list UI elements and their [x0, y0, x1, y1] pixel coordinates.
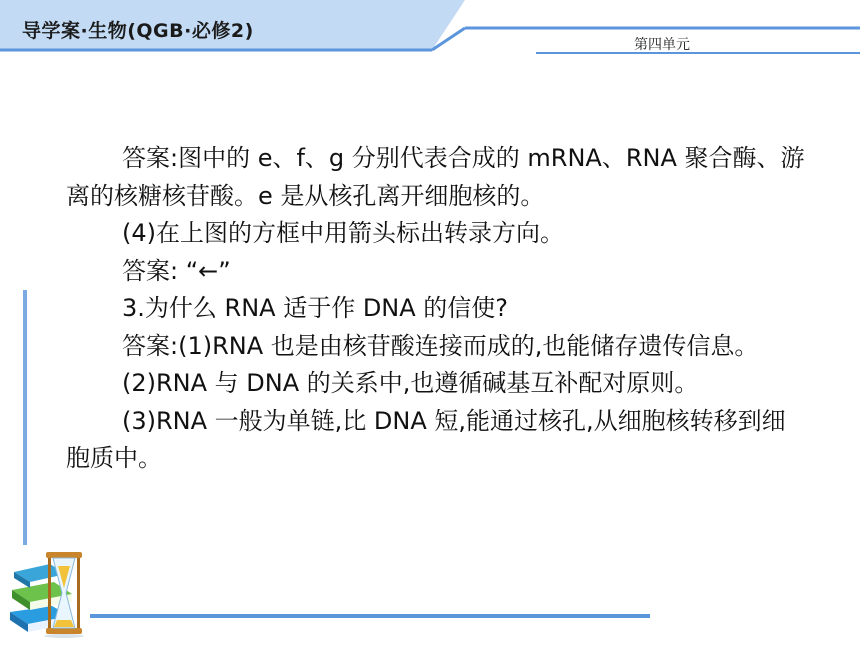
books-hourglass-icon [8, 550, 88, 638]
paragraph: (3)RNA 一般为单链,比 DNA 短,能通过核孔,从细胞核转移到细胞质中。 [66, 406, 786, 472]
unit-label: 第四单元 [634, 37, 690, 53]
bottom-horizontal-rule [90, 614, 650, 618]
page-title: 导学案·生物(QGB·必修2) [22, 20, 254, 42]
answer-text-block [66, 140, 806, 478]
paragraph: 答案:图中的 e、f、g 分别代表合成的 mRNA、RNA 聚合酶、游离的核糖核苷酸。e 是从核孔离开细胞核的。 [66, 144, 805, 210]
paragraph: 3.为什么 RNA 适于作 DNA 的信使? [122, 294, 509, 322]
paragraph: (4)在上图的方框中用箭头标出转录方向。 [122, 219, 564, 247]
paragraph: 答案:(1)RNA 也是由核苷酸连接而成的,也能储存遗传信息。 [122, 331, 759, 360]
paragraph: (2)RNA 与 DNA 的关系中,也遵循碱基互补配对原则。 [122, 369, 699, 397]
left-vertical-rule [23, 290, 27, 545]
paragraph: 答案: “←” [122, 256, 231, 285]
